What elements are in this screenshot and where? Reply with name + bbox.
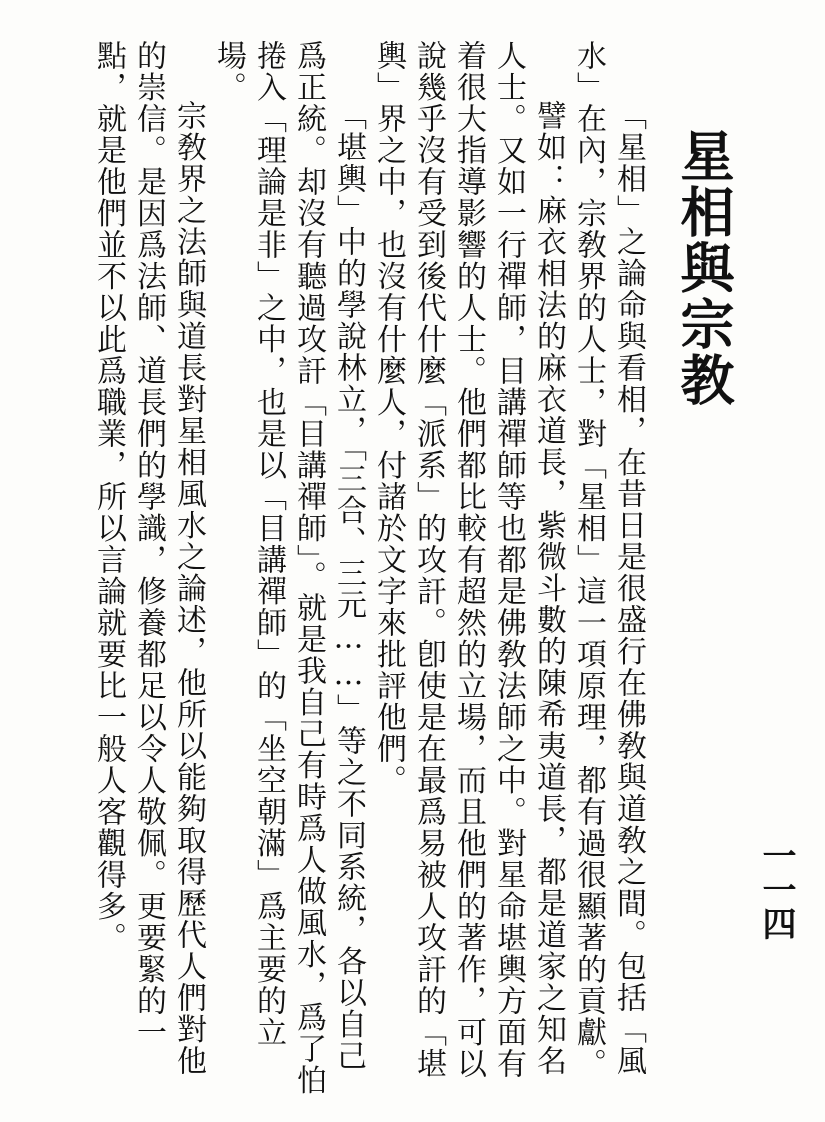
chapter-title: 星相與宗教 (672, 128, 736, 408)
paragraph-2: 譬如：麻衣相法的麻衣道長，紫微斗數的陳希夷道長，都是道家之知名人士。又如一行禪師，目講禪師等也都是佛敎法師之中。對星命堪輿方面有着很大指導影響的人士。他們都比較有超然的立場，而且他們的著作，可以說幾乎沒有受到後代什麼「派系」的攻訐。卽使是在最爲易被人攻訐的「堪輿」界之中，也沒有什麼人，付諸於文字來批評他們。 (371, 40, 566, 1080)
page-number: 一一四 (756, 838, 796, 940)
paragraph-4: 宗敎界之法師與道長對星相風水之論述，他所以能夠取得歷代人們對他的崇信。是因爲法師、道長們的學識，修養都足以令人敬佩。更要緊的一點，就是他們並不以此爲職業，所以言論就要比一般人客觀得多。 (91, 40, 206, 1077)
body-text (78, 40, 648, 1100)
paragraph-3: 「堪輿」中的學說林立，「三合、三元……」等之不同系統，各以自己爲正統。却沒有聽過攻訐「目講禪師」。就是我自己有時爲人做風水，爲了怕捲入「理論是非」之中，也是以「目講禪師」的「坐空朝滿」爲主要的立場。 (211, 40, 366, 1096)
paragraph-1: 「星相」之論命與看相，在昔日是很盛行在佛敎與道敎之間。包括「風水」在內，宗敎界的人士，對「星相」這一項原理，都有過很顯著的貢獻。 (571, 40, 646, 1080)
